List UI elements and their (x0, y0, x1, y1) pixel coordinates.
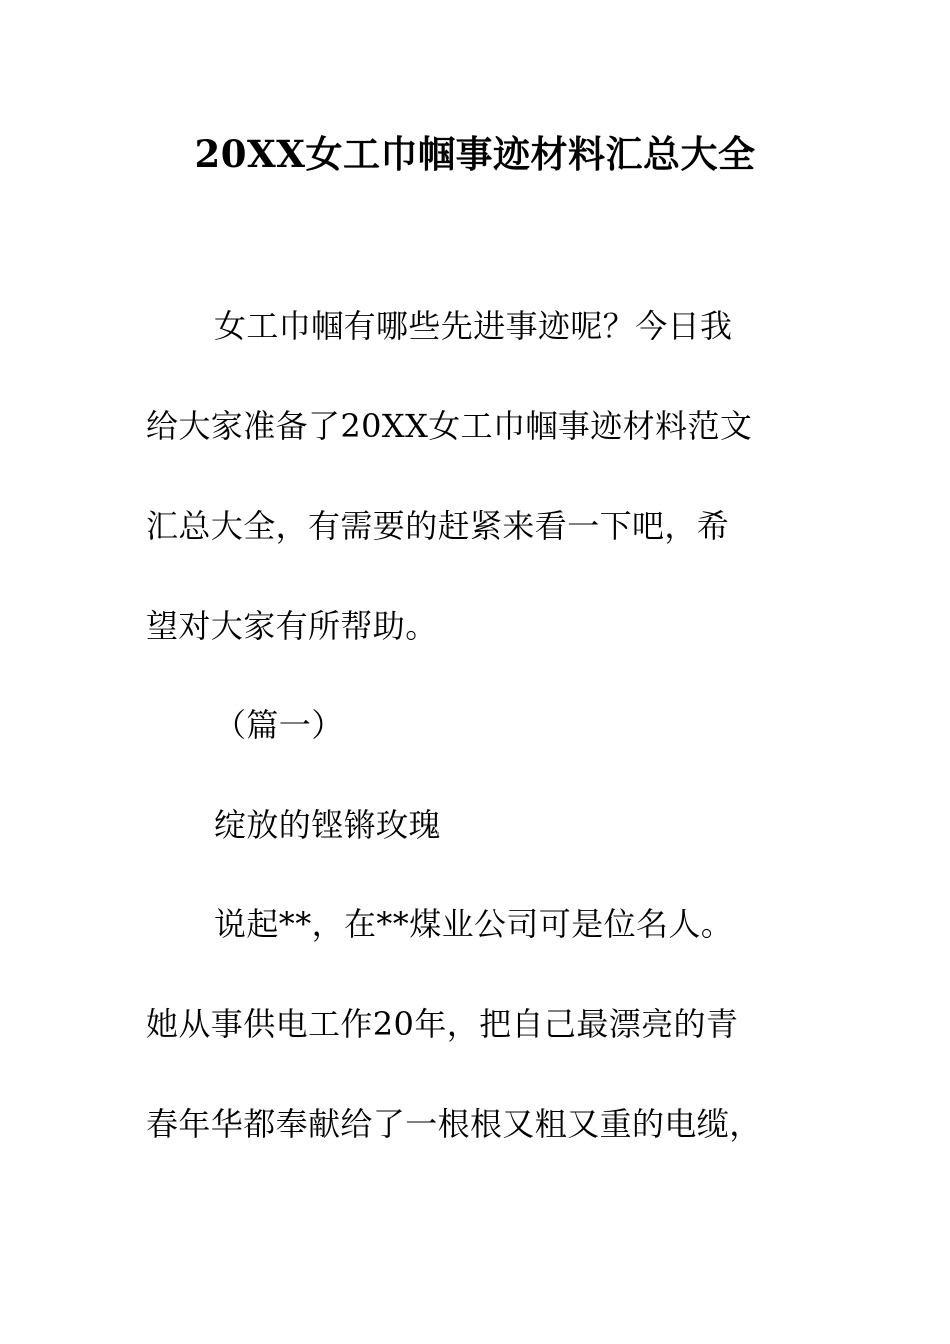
section-label: （篇一） (214, 706, 344, 744)
paragraph-line-3: 汇总大全，有需要的赶紧来看一下吧，希 (146, 507, 730, 545)
document-title: 20XX女工巾帼事迹材料汇总大全 (194, 132, 756, 176)
paragraph-line-6: 她从事供电工作20年，把自己最漂亮的青 (146, 1005, 739, 1043)
paragraph-line-7: 春年华都奉献给了一根根又粗又重的电缆， (146, 1105, 762, 1143)
paragraph-line-2: 给大家准备了20XX女工巾帼事迹材料范文 (146, 407, 753, 445)
paragraph-line-1: 女工巾帼有哪些先进事迹呢？今日我 (214, 307, 733, 345)
section-heading: 绽放的铿锵玫瑰 (214, 806, 441, 844)
paragraph-line-5: 说起**，在**煤业公司可是位名人。 (214, 905, 734, 943)
paragraph-line-4: 望对大家有所帮助。 (146, 607, 438, 645)
